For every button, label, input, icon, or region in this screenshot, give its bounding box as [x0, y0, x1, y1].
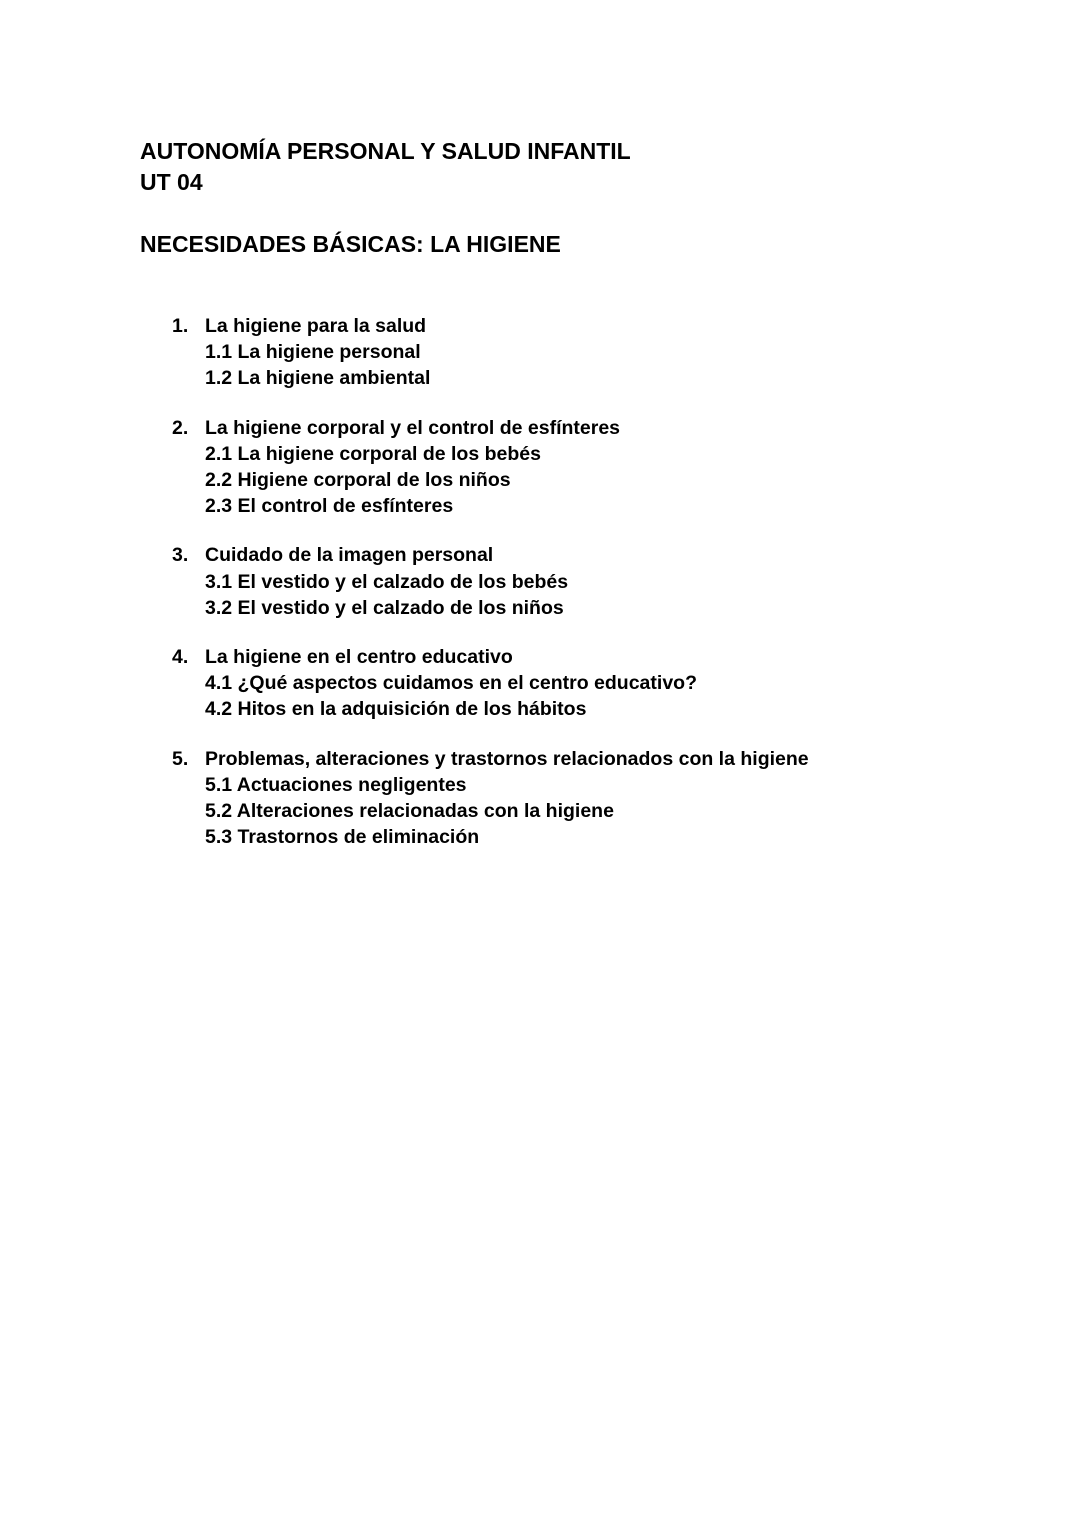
section-number: 3.	[172, 544, 189, 567]
table-of-contents	[172, 313, 1052, 873]
section-heading: Problemas, alteraciones y trastornos relacionados con la higiene	[205, 747, 809, 770]
section-number: 5.	[172, 747, 189, 770]
toc-section-2	[172, 415, 1052, 520]
subsection-item: 2.3 El control de esfínteres	[205, 495, 454, 518]
section-heading: La higiene para la salud	[205, 315, 427, 337]
subsection-item: 3.2 El vestido y el calzado de los niños	[205, 596, 564, 619]
subsection-item: 4.1 ¿Qué aspectos cuidamos en el centro educativo?	[205, 672, 697, 695]
section-number: 2.	[172, 416, 189, 439]
subsection-item: 4.2 Hitos en la adquisición de los hábitos	[205, 698, 587, 721]
subsection-item: 2.2 Higiene corporal de los niños	[205, 469, 511, 492]
subsection-item: 5.3 Trastornos de eliminación	[205, 826, 480, 849]
subsection-list	[172, 441, 1052, 520]
unit-label: UT 04	[140, 169, 203, 195]
subsection-list	[172, 670, 1052, 722]
section-heading: Cuidado de la imagen personal	[205, 544, 494, 567]
toc-section-3	[172, 542, 1052, 621]
page-title: NECESIDADES BÁSICAS: LA HIGIENE	[140, 231, 561, 257]
subsection-item: 5.2 Alteraciones relacionadas con la higiene	[205, 800, 614, 823]
toc-section-5	[172, 746, 1052, 851]
subsection-item: 5.1 Actuaciones negligentes	[205, 773, 467, 796]
subsection-item: 1.1 La higiene personal	[205, 341, 421, 364]
subsection-list	[172, 339, 1052, 391]
toc-section-4	[172, 644, 1052, 723]
subsection-item: 3.1 El vestido y el calzado de los bebés	[205, 570, 569, 593]
toc-section-1	[172, 313, 1052, 392]
section-number: 1.	[172, 315, 189, 337]
section-heading: La higiene corporal y el control de esfínteres	[205, 416, 621, 439]
subsection-list	[172, 569, 1052, 621]
course-title: AUTONOMÍA PERSONAL Y SALUD INFANTIL	[140, 138, 631, 164]
subsection-item: 2.1 La higiene corporal de los bebés	[205, 442, 541, 465]
document-header	[140, 136, 631, 198]
section-number: 4.	[172, 646, 189, 669]
section-heading: La higiene en el centro educativo	[205, 646, 513, 669]
subsection-list	[172, 772, 1052, 851]
subsection-item: 1.2 La higiene ambiental	[205, 367, 431, 390]
